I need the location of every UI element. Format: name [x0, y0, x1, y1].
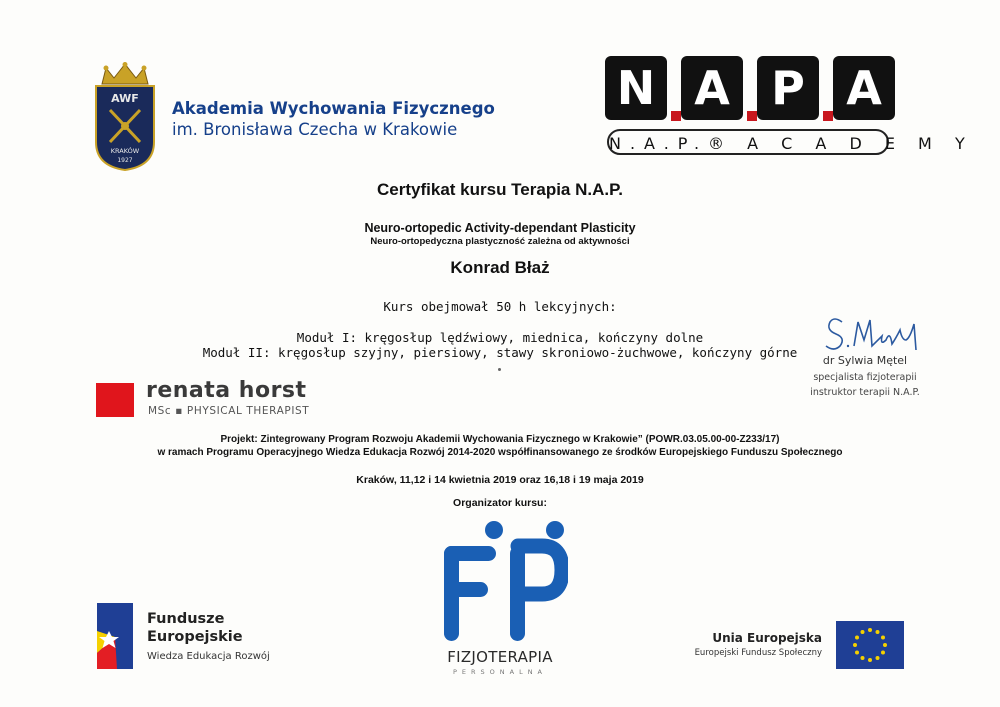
certificate-title: Certyfikat kursu Terapia N.A.P. — [377, 180, 623, 199]
napa-red-dot — [747, 111, 757, 121]
napa-box-n — [605, 56, 667, 120]
eu-name: Unia Europejska — [712, 631, 822, 645]
napa-box-a2 — [833, 56, 895, 120]
napa-letter-p: P — [771, 61, 805, 115]
course-dates: Kraków, 11,12 i 14 kwietnia 2019 oraz 16,18 i 19 maja 2019 — [356, 474, 644, 486]
organizer-subtitle: PERSONALNA — [452, 668, 548, 676]
napa-box-p — [757, 56, 819, 120]
signatory-name: dr Sylwia Mętel — [822, 354, 908, 367]
eu-star — [861, 630, 865, 634]
project-line-2: w ramach Programu Operacyjnego Wiedza Edukacja Rozwój 2014-2020 współfinansowanego ze środków Europejskiego Funduszu Społecznego — [157, 447, 843, 458]
project-line-1: Projekt: Zintegrowany Program Rozwoju Akademii Wychowania Fizycznego w Krakowie” (POWR.03.05.00-00-Z233/17) — [220, 434, 780, 445]
napa-letter-a1: A — [694, 61, 730, 115]
eu-star — [855, 651, 859, 655]
recipient-name: Konrad Błaż — [450, 258, 550, 277]
napa-logo — [605, 56, 974, 162]
eu-star — [881, 651, 885, 655]
organizer-label: Organizator kursu: — [453, 497, 547, 509]
awf-emblem — [92, 62, 158, 172]
awf-name-line1: Akademia Wychowania Fizycznego — [172, 99, 495, 118]
eu-fund-name: Europejski Fundusz Społeczny — [694, 648, 822, 658]
napa-red-dot — [823, 111, 833, 121]
decorative-dot — [498, 368, 501, 371]
napa-box-a1 — [681, 56, 743, 120]
eu-star — [876, 630, 880, 634]
awf-emblem-city-text: KRAKÓW — [110, 147, 140, 155]
eu-star — [881, 636, 885, 640]
organizer-name: FIZJOTERAPIA — [447, 648, 553, 666]
eu-star — [868, 628, 872, 632]
fundusze-line-1: Fundusze — [147, 611, 225, 627]
certificate-subtitle-en: Neuro-ortopedic Activity-dependant Plasticity — [364, 221, 636, 235]
module-1: Moduł I: kręgosłup lędźwiowy, miednica, kończyny dolne — [296, 330, 704, 345]
eu-flag-icon — [836, 621, 904, 669]
renata-horst-name: renata horst — [146, 378, 307, 403]
napa-letter-n: N — [616, 61, 656, 115]
eu-star — [853, 643, 857, 647]
module-2: Moduł II: kręgosłup szyjny, piersiowy, stawy skroniowo-żuchwowe, kończyny górne — [202, 345, 798, 360]
eu-star — [883, 643, 887, 647]
course-hours: Kurs obejmował 50 h lekcyjnych: — [383, 299, 617, 314]
fundusze-line-2: Europejskie — [147, 629, 243, 645]
fundusze-line-3: Wiedza Edukacja Rozwój — [147, 651, 270, 662]
awf-name-line2: im. Bronisława Czecha w Krakowie — [172, 120, 458, 139]
eu-star — [876, 656, 880, 660]
napa-letter-a2: A — [846, 61, 882, 115]
eu-star — [861, 656, 865, 660]
awf-name — [172, 98, 495, 140]
renata-horst-subtitle: MSc ▪ PHYSICAL THERAPIST — [148, 405, 310, 417]
awf-emblem-year-text: 1927 — [117, 157, 133, 164]
fizjoterapia-personalna-logo — [438, 518, 568, 643]
eu-star — [868, 658, 872, 662]
signatory-role-2: instruktor terapii N.A.P. — [810, 387, 920, 398]
napa-red-dot — [671, 111, 681, 121]
certificate-subtitle-pl: Neuro-ortopedyczna plastyczność zależna od aktywności — [370, 236, 630, 247]
eu-star — [855, 636, 859, 640]
signatory-role-1: specjalista fizjoterapii — [813, 372, 917, 383]
renata-horst-logo-square — [96, 383, 134, 417]
fundusze-europejskie-icon — [95, 601, 135, 671]
awf-emblem-top-text: AWF — [111, 92, 139, 105]
napa-academy-banner: N.A.P.® A C A D E M Y — [607, 129, 889, 155]
